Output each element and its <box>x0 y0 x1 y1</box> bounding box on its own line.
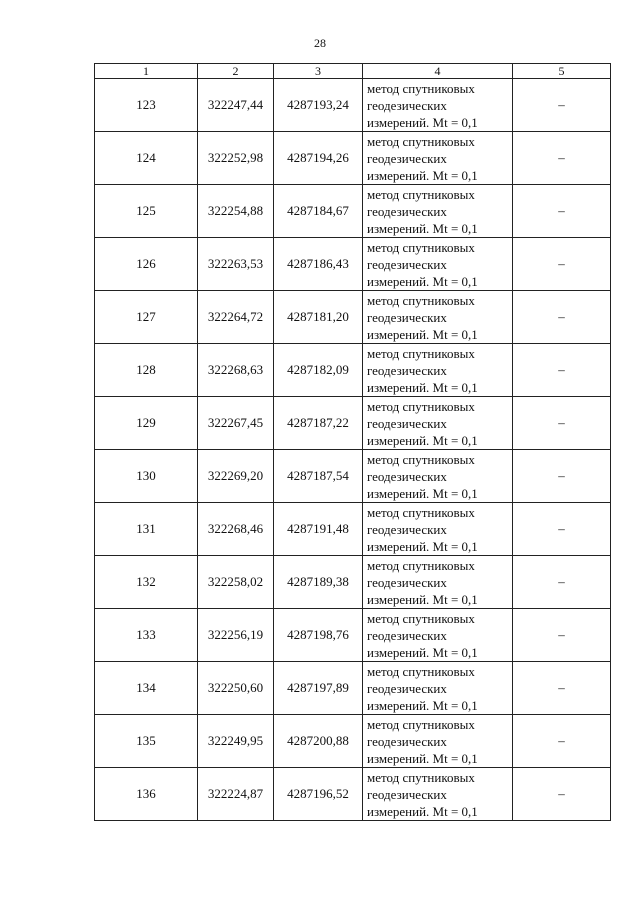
method-text-line: метод спутниковых <box>367 769 475 785</box>
method-text-line: измерений. Mt = 0,1 <box>367 697 478 713</box>
method-text-line: измерений. Mt = 0,1 <box>367 326 478 342</box>
note-cell: – <box>513 609 611 662</box>
point-number-cell: 124 <box>95 132 198 185</box>
method-text-line: метод спутниковых <box>367 663 475 679</box>
table-row <box>95 291 611 344</box>
method-text-line: измерений. Mt = 0,1 <box>367 644 478 660</box>
method-cell <box>363 291 513 344</box>
method-text-line: метод спутниковых <box>367 398 475 414</box>
x-coordinate-cell: 322268,63 <box>198 344 274 397</box>
note-cell: – <box>513 238 611 291</box>
point-number-cell: 136 <box>95 768 198 821</box>
y-coordinate-cell: 4287197,89 <box>274 662 363 715</box>
point-number-cell: 131 <box>95 503 198 556</box>
method-cell <box>363 185 513 238</box>
y-coordinate-cell: 4287200,88 <box>274 715 363 768</box>
note-cell: – <box>513 450 611 503</box>
point-number-cell: 128 <box>95 344 198 397</box>
method-text-line: измерений. Mt = 0,1 <box>367 432 478 448</box>
y-coordinate-cell: 4287184,67 <box>274 185 363 238</box>
method-cell <box>363 79 513 132</box>
method-text-line: геодезических <box>367 150 447 166</box>
point-number-cell: 123 <box>95 79 198 132</box>
method-cell <box>363 450 513 503</box>
y-coordinate-cell: 4287186,43 <box>274 238 363 291</box>
note-cell: – <box>513 291 611 344</box>
table-row <box>95 768 611 821</box>
note-cell: – <box>513 662 611 715</box>
method-text-line: метод спутниковых <box>367 716 475 732</box>
column-header: 5 <box>513 64 611 79</box>
table-row <box>95 344 611 397</box>
method-text-line: геодезических <box>367 97 447 113</box>
column-header: 1 <box>95 64 198 79</box>
table-body <box>95 64 611 821</box>
y-coordinate-cell: 4287196,52 <box>274 768 363 821</box>
x-coordinate-cell: 322249,95 <box>198 715 274 768</box>
x-coordinate-cell: 322258,02 <box>198 556 274 609</box>
y-coordinate-cell: 4287182,09 <box>274 344 363 397</box>
method-text-line: геодезических <box>367 733 447 749</box>
method-text-line: геодезических <box>367 362 447 378</box>
point-number-cell: 126 <box>95 238 198 291</box>
method-text-line: измерений. Mt = 0,1 <box>367 114 478 130</box>
note-cell: – <box>513 556 611 609</box>
y-coordinate-cell: 4287187,54 <box>274 450 363 503</box>
method-text-line: геодезических <box>367 521 447 537</box>
point-number-cell: 130 <box>95 450 198 503</box>
point-number-cell: 133 <box>95 609 198 662</box>
table-row <box>95 662 611 715</box>
note-cell: – <box>513 768 611 821</box>
y-coordinate-cell: 4287187,22 <box>274 397 363 450</box>
point-number-cell: 125 <box>95 185 198 238</box>
x-coordinate-cell: 322269,20 <box>198 450 274 503</box>
table-row <box>95 79 611 132</box>
x-coordinate-cell: 322252,98 <box>198 132 274 185</box>
method-text-line: геодезических <box>367 415 447 431</box>
method-text-line: метод спутниковых <box>367 80 475 96</box>
note-cell: – <box>513 397 611 450</box>
method-text-line: метод спутниковых <box>367 557 475 573</box>
header-row <box>95 64 611 79</box>
method-text-line: измерений. Mt = 0,1 <box>367 591 478 607</box>
method-text-line: измерений. Mt = 0,1 <box>367 803 478 819</box>
table-row <box>95 715 611 768</box>
method-text-line: измерений. Mt = 0,1 <box>367 750 478 766</box>
method-text-line: геодезических <box>367 203 447 219</box>
note-cell: – <box>513 715 611 768</box>
table-row <box>95 185 611 238</box>
method-text-line: геодезических <box>367 680 447 696</box>
method-text-line: геодезических <box>367 786 447 802</box>
method-cell <box>363 503 513 556</box>
coordinates-table <box>94 63 611 821</box>
note-cell: – <box>513 344 611 397</box>
y-coordinate-cell: 4287193,24 <box>274 79 363 132</box>
method-text-line: измерений. Mt = 0,1 <box>367 379 478 395</box>
method-text-line: метод спутниковых <box>367 239 475 255</box>
note-cell: – <box>513 79 611 132</box>
table-row <box>95 503 611 556</box>
method-text-line: метод спутниковых <box>367 451 475 467</box>
x-coordinate-cell: 322224,87 <box>198 768 274 821</box>
y-coordinate-cell: 4287198,76 <box>274 609 363 662</box>
point-number-cell: 135 <box>95 715 198 768</box>
method-cell <box>363 609 513 662</box>
x-coordinate-cell: 322263,53 <box>198 238 274 291</box>
table-row <box>95 450 611 503</box>
column-header: 4 <box>363 64 513 79</box>
point-number-cell: 134 <box>95 662 198 715</box>
x-coordinate-cell: 322264,72 <box>198 291 274 344</box>
y-coordinate-cell: 4287191,48 <box>274 503 363 556</box>
column-header: 2 <box>198 64 274 79</box>
y-coordinate-cell: 4287181,20 <box>274 291 363 344</box>
method-cell <box>363 768 513 821</box>
x-coordinate-cell: 322247,44 <box>198 79 274 132</box>
method-cell <box>363 238 513 291</box>
x-coordinate-cell: 322250,60 <box>198 662 274 715</box>
method-text-line: геодезических <box>367 627 447 643</box>
x-coordinate-cell: 322268,46 <box>198 503 274 556</box>
page-number: 28 <box>314 36 326 50</box>
method-text-line: метод спутниковых <box>367 345 475 361</box>
method-text-line: геодезических <box>367 574 447 590</box>
method-cell <box>363 397 513 450</box>
method-cell <box>363 132 513 185</box>
method-text-line: измерений. Mt = 0,1 <box>367 485 478 501</box>
x-coordinate-cell: 322267,45 <box>198 397 274 450</box>
method-cell <box>363 556 513 609</box>
column-header: 3 <box>274 64 363 79</box>
note-cell: – <box>513 132 611 185</box>
y-coordinate-cell: 4287189,38 <box>274 556 363 609</box>
table-row <box>95 556 611 609</box>
point-number-cell: 127 <box>95 291 198 344</box>
method-cell <box>363 344 513 397</box>
method-text-line: метод спутниковых <box>367 610 475 626</box>
method-text-line: метод спутниковых <box>367 186 475 202</box>
x-coordinate-cell: 322254,88 <box>198 185 274 238</box>
table-row <box>95 397 611 450</box>
y-coordinate-cell: 4287194,26 <box>274 132 363 185</box>
method-text-line: метод спутниковых <box>367 504 475 520</box>
method-cell <box>363 662 513 715</box>
method-text-line: измерений. Mt = 0,1 <box>367 167 478 183</box>
table-row <box>95 238 611 291</box>
table-row <box>95 132 611 185</box>
method-text-line: геодезических <box>367 256 447 272</box>
note-cell: – <box>513 185 611 238</box>
method-text-line: измерений. Mt = 0,1 <box>367 273 478 289</box>
table-row <box>95 609 611 662</box>
method-cell <box>363 715 513 768</box>
x-coordinate-cell: 322256,19 <box>198 609 274 662</box>
method-text-line: геодезических <box>367 309 447 325</box>
method-text-line: измерений. Mt = 0,1 <box>367 220 478 236</box>
method-text-line: измерений. Mt = 0,1 <box>367 538 478 554</box>
point-number-cell: 129 <box>95 397 198 450</box>
method-text-line: геодезических <box>367 468 447 484</box>
note-cell: – <box>513 503 611 556</box>
method-text-line: метод спутниковых <box>367 292 475 308</box>
method-text-line: метод спутниковых <box>367 133 475 149</box>
point-number-cell: 132 <box>95 556 198 609</box>
